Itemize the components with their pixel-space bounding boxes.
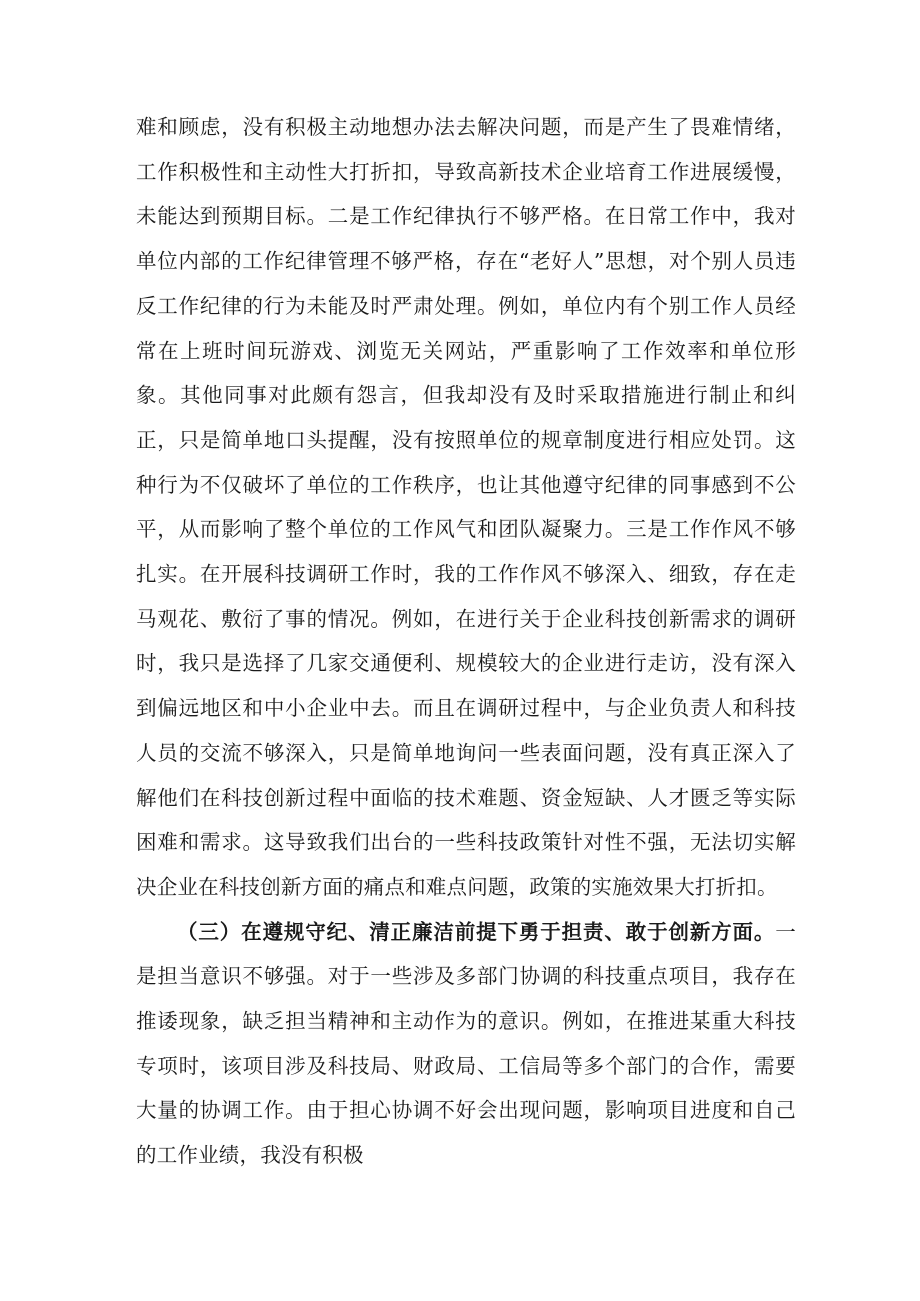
section-heading-three: （三）在遵规守纪、清正廉洁前提下勇于担责、敢于创新方面。 — [177, 919, 776, 944]
document-body — [136, 105, 796, 1178]
paragraph-continued: 难和顾虑，没有积极主动地想办法去解决问题，而是产生了畏难情绪，工作积极性和主动性大打折扣，导致高新技术企业培育工作进展缓慢，未能达到预期目标。二是工作纪律执行不够严格。在日常工作中，我对单位内部的工作纪律管理不够严格，存在“老好人”思想，对个别人员违反工作纪律的行为未能及时严肃处理。例如，单位内有个别工作人员经常在上班时间玩游戏、浏览无关网站，严重影响了工作效率和单位形象。其他同事对此颇有怨言，但我却没有及时采取措施进行制止和纠正，只是简单地口头提醒，没有按照单位的规章制度进行相应处罚。这种行为不仅破坏了单位的工作秩序，也让其他遵守纪律的同事感到不公平，从而影响了整个单位的工作风气和团队凝聚力。三是工作作风不够扎实。在开展科技调研工作时，我的工作作风不够深入、细致，存在走马观花、敷衍了事的情况。例如，在进行关于企业科技创新需求的调研时，我只是选择了几家交通便利、规模较大的企业进行走访，没有深入到偏远地区和中小企业中去。而且在调研过程中，与企业负责人和科技人员的交流不够深入，只是简单地询问一些表面问题，没有真正深入了解他们在科技创新过程中面临的技术难题、资金短缺、人才匮乏等实际困难和需求。这导致我们出台的一些科技政策针对性不强，无法切实解决企业在科技创新方面的痛点和难点问题，政策的实施效果大打折扣。 — [136, 115, 796, 899]
section-body-three: 一是担当意识不够强。对于一些涉及多部门协调的科技重点项目，我存在推诿现象，缺乏担当精神和主动作为的意识。例如，在推进某重大科技专项时，该项目涉及科技局、财政局、工信局等多个部门的合作，需要大量的协调工作。由于担心协调不好会出现问题，影响项目进度和自己的工作业绩，我没有积极 — [136, 919, 796, 1168]
paragraph-section-three — [136, 910, 796, 1178]
